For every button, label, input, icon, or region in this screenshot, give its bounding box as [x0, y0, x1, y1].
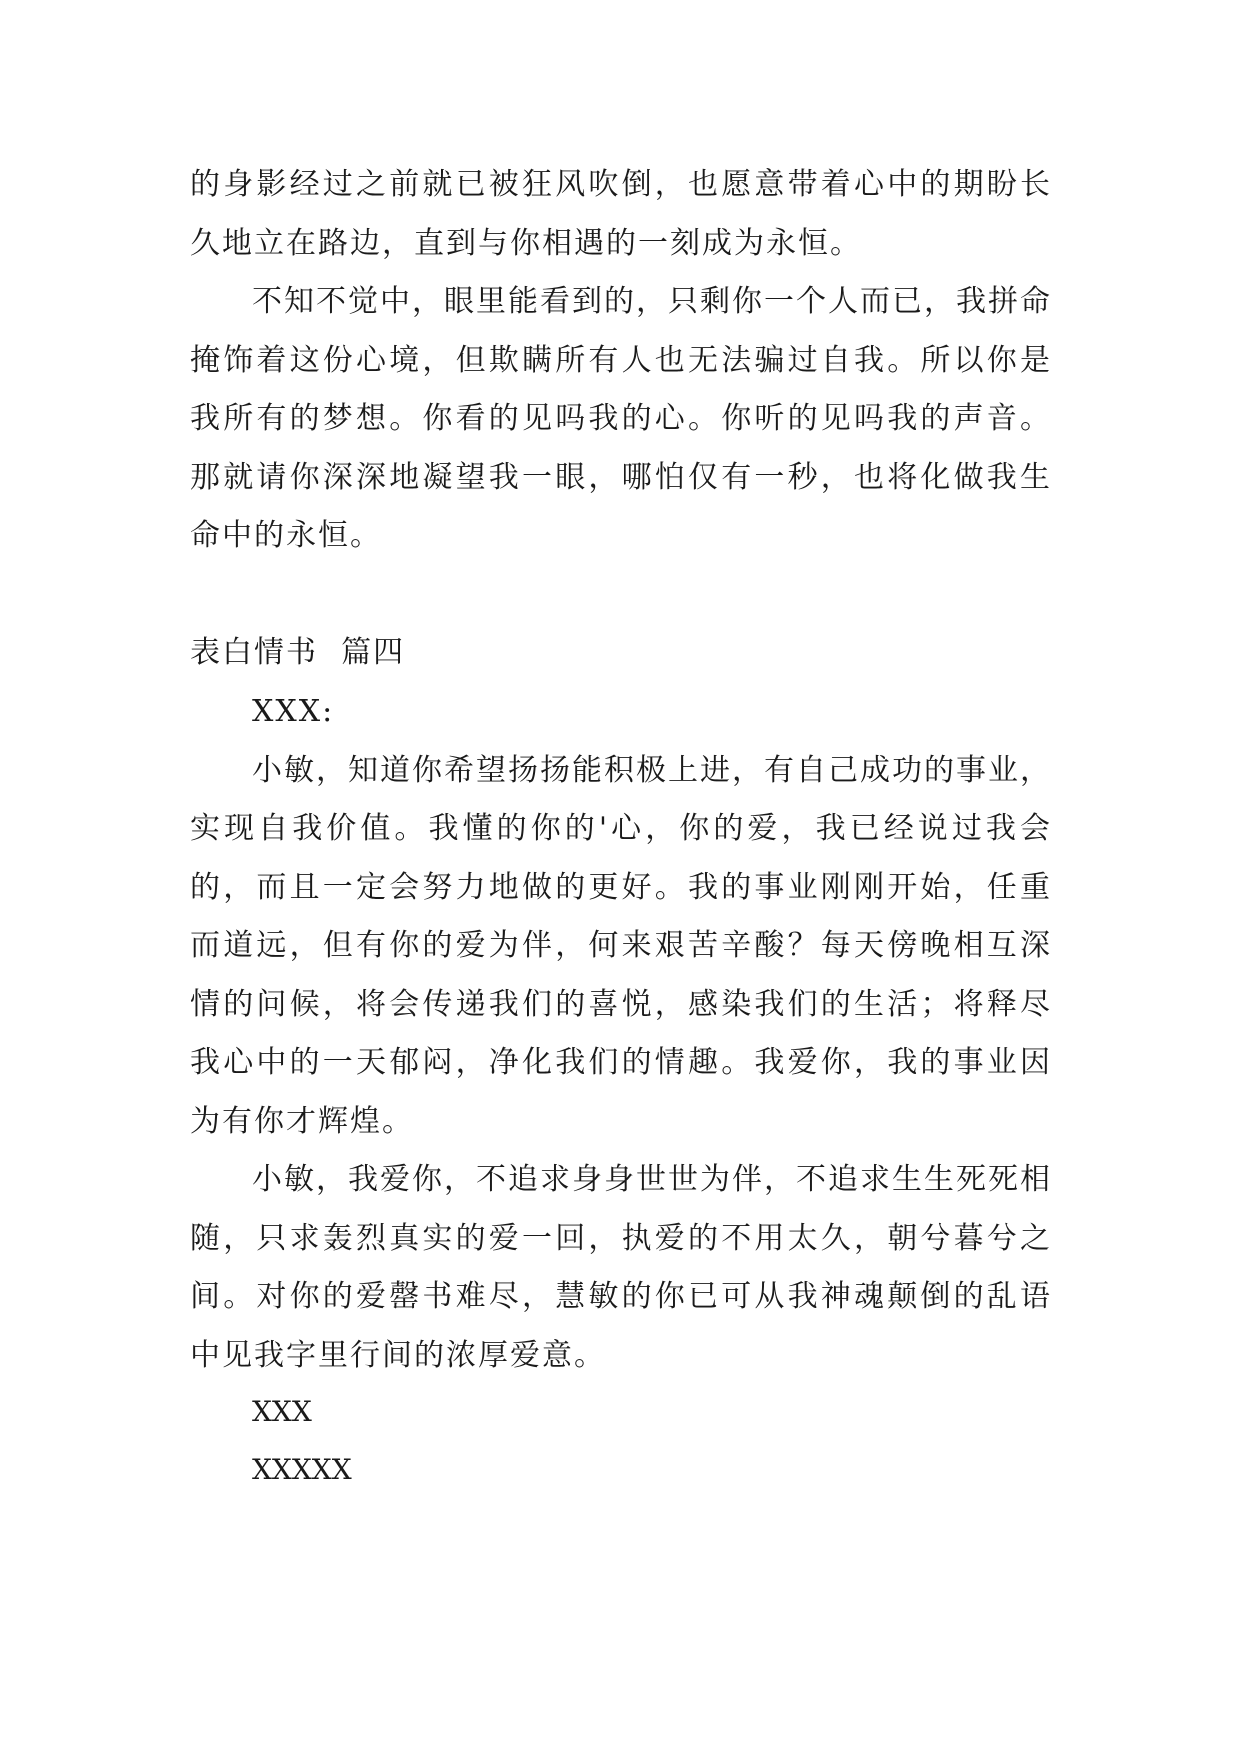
continuation-paragraph: 的身影经过之前就已被狂风吹倒，也愿意带着心中的期盼长久地立在路边，直到与你相遇的一刻成为永恒。 [190, 167, 1052, 261]
salutation: XXX: [252, 694, 335, 729]
section-2-body [190, 683, 1052, 1385]
section-1-body [190, 156, 1052, 566]
date-line: XXXXX [252, 1453, 352, 1486]
paragraph: 小敏，我爱你，不追求身身世世为伴，不追求生生死死相随，只求轰烈真实的爱一回，执爱的不用太久，朝兮暮兮之间。对你的爱罄书难尽，慧敏的你已可从我神魂颠倒的乱语中见我字里行间的浓厚爱意。 [190, 1162, 1052, 1373]
signature: XXX [252, 1395, 312, 1428]
section-heading: 表白情书 篇四 [190, 635, 406, 670]
paragraph: 不知不觉中，眼里能看到的，只剩你一个人而已，我拼命掩饰着这份心境，但欺瞒所有人也无法骗过自我。所以你是我所有的梦想。你看的见吗我的心。你听的见吗我的声音。那就请你深深地凝望我一眼，哪怕仅有一秒，也将化做我生命中的永恒。 [190, 284, 1052, 553]
paragraph: 小敏，知道你希望扬扬能积极上进，有自己成功的事业，实现自我价值。我懂的你的'心，你的爱，我已经说过我会的，而且一定会努力地做的更好。我的事业刚刚开始，任重而道远，但有你的爱为伴，何来艰苦辛酸？每天傍晚相互深情的问候，将会传递我们的喜悦，感染我们的生活；将释尽我心中的一天郁闷，净化我们的情趣。我爱你，我的事业因为有你才辉煌。 [190, 752, 1052, 1139]
